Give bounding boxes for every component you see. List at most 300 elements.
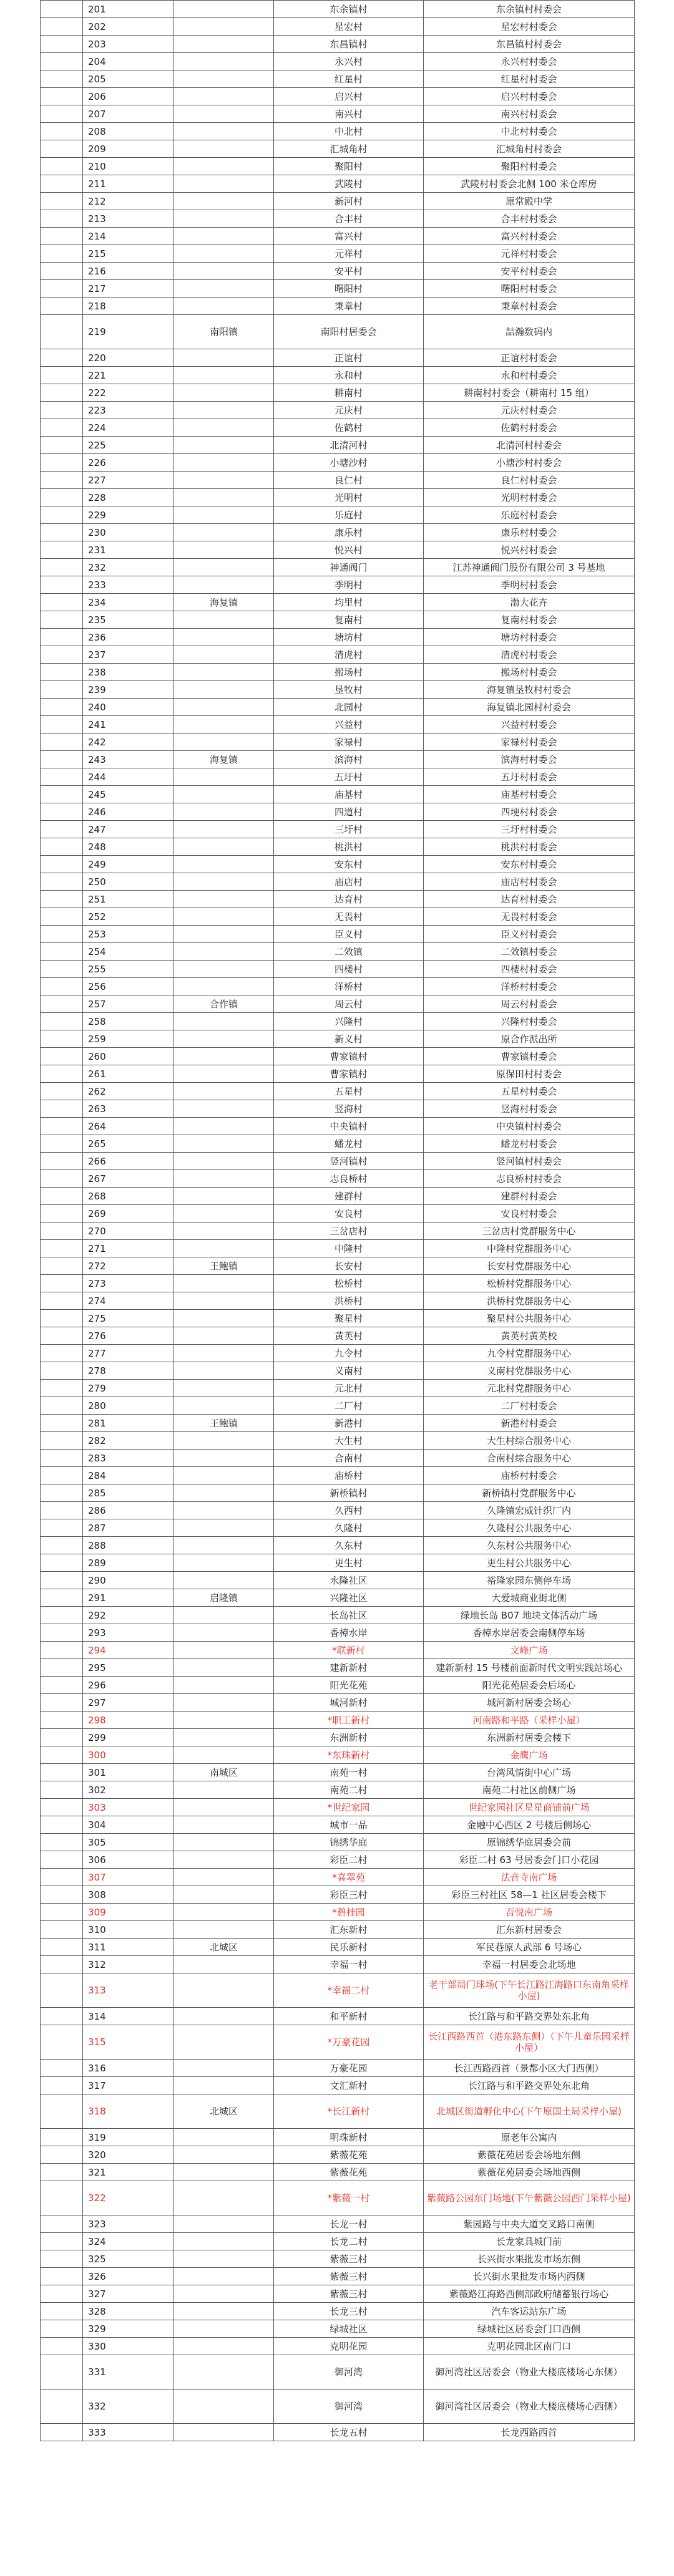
row-number: 320: [83, 2146, 174, 2164]
site-name: 滨海村: [274, 751, 424, 768]
sampling-location: 庙基村村委会: [424, 786, 635, 803]
row-number: 242: [83, 734, 174, 751]
row-number: 317: [83, 2077, 174, 2094]
table-body: [41, 1, 635, 2441]
blank-cell: [41, 1851, 83, 1869]
blank-cell: [41, 1, 83, 18]
table-row: [41, 1729, 635, 1746]
town-name: [174, 908, 274, 926]
row-number: 314: [83, 2008, 174, 2025]
table-row: [41, 105, 635, 123]
table-row: [41, 367, 635, 384]
sampling-location: 大生村综合服务中心: [424, 1432, 635, 1450]
sampling-location: 老干部局门球场(下午长江路江海路口东南角采样小屋): [424, 1973, 635, 2008]
site-name: 乐庭村: [274, 506, 424, 524]
table-row: [41, 943, 635, 961]
sampling-location: 无畏村村委会: [424, 908, 635, 926]
blank-cell: [41, 2181, 83, 2215]
sampling-location: 兴隆村村委会: [424, 1013, 635, 1030]
town-name: [174, 1292, 274, 1310]
row-number: 267: [83, 1170, 174, 1188]
table-row: [41, 1257, 635, 1275]
site-name: 南兴村: [274, 105, 424, 123]
row-number: 215: [83, 245, 174, 263]
town-name: [174, 1432, 274, 1450]
blank-cell: [41, 1484, 83, 1502]
sampling-location: 南兴村村委会: [424, 105, 635, 123]
blank-cell: [41, 2146, 83, 2164]
row-number: 232: [83, 559, 174, 576]
sampling-location: 庙桥村村委会: [424, 1467, 635, 1484]
site-name: 元祥村: [274, 245, 424, 263]
table-row: [41, 454, 635, 472]
table-row: [41, 1, 635, 18]
table-row: [41, 803, 635, 821]
row-number: 308: [83, 1886, 174, 1904]
site-name: 曹家镇村: [274, 1065, 424, 1083]
row-number: 288: [83, 1537, 174, 1554]
table-row: [41, 419, 635, 437]
site-name: 庙基村: [274, 786, 424, 803]
row-number: 323: [83, 2215, 174, 2233]
sampling-location: 竖海村村委会: [424, 1100, 635, 1118]
row-number: 218: [83, 298, 174, 315]
town-name: [174, 716, 274, 734]
row-number: 209: [83, 140, 174, 158]
blank-cell: [41, 506, 83, 524]
blank-cell: [41, 2164, 83, 2181]
row-number: 301: [83, 1764, 174, 1781]
table-row: [41, 53, 635, 70]
sampling-location: 紫薇花苑居委会场地西侧: [424, 2164, 635, 2181]
sampling-location: 启兴村村委会: [424, 88, 635, 105]
town-name: [174, 873, 274, 891]
town-name: [174, 1537, 274, 1554]
town-name: [174, 349, 274, 367]
sampling-location: 星宏村村委会: [424, 18, 635, 36]
blank-cell: [41, 349, 83, 367]
row-number: 208: [83, 123, 174, 140]
row-number: 275: [83, 1310, 174, 1327]
row-number: 296: [83, 1677, 174, 1694]
sampling-location: 绿城社区居委会门口西侧: [424, 2320, 635, 2338]
town-name: [174, 646, 274, 664]
row-number: 280: [83, 1397, 174, 1415]
site-name: 曙阳村: [274, 280, 424, 298]
row-number: 285: [83, 1484, 174, 1502]
row-number: 283: [83, 1450, 174, 1467]
table-row: [41, 2338, 635, 2355]
row-number: 304: [83, 1816, 174, 1834]
row-number: 302: [83, 1781, 174, 1799]
sampling-location: 紫薇花苑居委会场地东侧: [424, 2146, 635, 2164]
site-name: 良仁村: [274, 472, 424, 489]
sampling-location: 彩臣三村社区 58—1 社区居委会楼下: [424, 1886, 635, 1904]
row-number: 234: [83, 594, 174, 611]
row-number: 262: [83, 1083, 174, 1100]
blank-cell: [41, 1100, 83, 1118]
site-name: *职工新村: [274, 1712, 424, 1729]
site-name: 秉章村: [274, 298, 424, 315]
sampling-location: 建新新村 15 号楼前面新时代文明实践站场心: [424, 1659, 635, 1677]
row-number: 254: [83, 943, 174, 961]
sampling-location: 新港村村委会: [424, 1415, 635, 1432]
blank-cell: [41, 1257, 83, 1275]
row-number: 291: [83, 1589, 174, 1607]
blank-cell: [41, 1135, 83, 1153]
sampling-location: 洪桥村党群服务中心: [424, 1292, 635, 1310]
site-name: 复南村: [274, 611, 424, 629]
town-name: [174, 36, 274, 53]
site-name: 臣义村: [274, 926, 424, 943]
town-name: [174, 2250, 274, 2268]
town-name: [174, 1223, 274, 1240]
town-name: [174, 1886, 274, 1904]
table-row: [41, 506, 635, 524]
town-name: [174, 1153, 274, 1170]
town-name: [174, 1729, 274, 1746]
sampling-location: 清虎村村委会: [424, 646, 635, 664]
sampling-location: 富兴村村委会: [424, 228, 635, 245]
blank-cell: [41, 228, 83, 245]
row-number: 223: [83, 402, 174, 419]
site-name: 新港村: [274, 1415, 424, 1432]
table-row: [41, 1851, 635, 1869]
site-name: 黄英村: [274, 1327, 424, 1345]
blank-cell: [41, 1624, 83, 1642]
town-name: [174, 1869, 274, 1886]
table-row: [41, 768, 635, 786]
site-name: 民乐新村: [274, 1939, 424, 1956]
table-row: [41, 2355, 635, 2390]
sampling-location: 永和村村委会: [424, 367, 635, 384]
row-number: 222: [83, 384, 174, 402]
sampling-sites-table: [40, 0, 635, 2441]
site-name: 佐鹤村: [274, 419, 424, 437]
sampling-location: 中北村村委会: [424, 123, 635, 140]
site-name: 新桥镇村: [274, 1484, 424, 1502]
sampling-location: 松桥村党群服务中心: [424, 1275, 635, 1292]
town-name: [174, 489, 274, 506]
blank-cell: [41, 1816, 83, 1834]
table-row: [41, 664, 635, 681]
site-name: 紫薇三村: [274, 2250, 424, 2268]
table-row: [41, 1030, 635, 1048]
table-row: [41, 1746, 635, 1764]
row-number: 229: [83, 506, 174, 524]
town-name: [174, 2233, 274, 2250]
table-row: [41, 2094, 635, 2129]
town-name: [174, 2164, 274, 2181]
blank-cell: [41, 2025, 83, 2060]
town-name: [174, 611, 274, 629]
blank-cell: [41, 2060, 83, 2077]
table-row: [41, 2285, 635, 2303]
sampling-location: 东余镇村村委会: [424, 1, 635, 18]
blank-cell: [41, 961, 83, 978]
town-name: [174, 856, 274, 873]
row-number: 202: [83, 18, 174, 36]
site-name: 永隆社区: [274, 1572, 424, 1589]
row-number: 271: [83, 1240, 174, 1257]
blank-cell: [41, 2355, 83, 2390]
site-name: 东余镇村: [274, 1, 424, 18]
row-number: 221: [83, 367, 174, 384]
row-number: 224: [83, 419, 174, 437]
blank-cell: [41, 1904, 83, 1921]
town-name: [174, 1345, 274, 1362]
sampling-location: 海复镇北园村村委会: [424, 699, 635, 716]
sampling-location: 四楼村村委会: [424, 961, 635, 978]
town-name: [174, 402, 274, 419]
site-name: 合南村: [274, 1450, 424, 1467]
sampling-location: 东昌镇村村委会: [424, 36, 635, 53]
sampling-location: 原合作派出所: [424, 1030, 635, 1048]
town-name: [174, 70, 274, 88]
sampling-location: 五圩村村委会: [424, 768, 635, 786]
sampling-location: 长江西路西首（景都小区大门西侧）: [424, 2060, 635, 2077]
blank-cell: [41, 472, 83, 489]
blank-cell: [41, 193, 83, 210]
blank-cell: [41, 646, 83, 664]
town-name: [174, 2077, 274, 2094]
site-name: 文汇新村: [274, 2077, 424, 2094]
site-name: 光明村: [274, 489, 424, 506]
town-name: [174, 2424, 274, 2441]
site-name: 明珠新村: [274, 2129, 424, 2146]
sampling-location: 合南村综合服务中心: [424, 1450, 635, 1467]
site-name: *万豪花园: [274, 2025, 424, 2060]
blank-cell: [41, 123, 83, 140]
sampling-location: 二效镇村委会: [424, 943, 635, 961]
site-name: 清虎村: [274, 646, 424, 664]
town-name: [174, 88, 274, 105]
town-name: [174, 2285, 274, 2303]
row-number: 259: [83, 1030, 174, 1048]
site-name: 城河新村: [274, 1694, 424, 1712]
site-name: 御河湾: [274, 2390, 424, 2424]
town-name: 海复镇: [174, 594, 274, 611]
table-row: [41, 1921, 635, 1939]
site-name: 长安村: [274, 1257, 424, 1275]
table-row: [41, 1048, 635, 1065]
blank-cell: [41, 1502, 83, 1519]
town-name: [174, 105, 274, 123]
row-number: 289: [83, 1554, 174, 1572]
table-row: [41, 123, 635, 140]
row-number: 313: [83, 1973, 174, 2008]
sampling-location: 绿地长岛 B07 地块文体活动广场: [424, 1607, 635, 1624]
blank-cell: [41, 1205, 83, 1223]
town-name: [174, 454, 274, 472]
table-row: [41, 1554, 635, 1572]
site-name: 锦绣华庭: [274, 1834, 424, 1851]
table-row: [41, 245, 635, 263]
table-row: [41, 1170, 635, 1188]
sampling-location: 康乐村村委会: [424, 524, 635, 541]
table-row: [41, 2320, 635, 2338]
sampling-location: 长安村党群服务中心: [424, 1257, 635, 1275]
table-row: [41, 1502, 635, 1519]
row-number: 257: [83, 995, 174, 1013]
town-name: [174, 18, 274, 36]
sampling-location: 中隆村党群服务中心: [424, 1240, 635, 1257]
site-name: 神通阀门: [274, 559, 424, 576]
table-row: [41, 856, 635, 873]
blank-cell: [41, 280, 83, 298]
town-name: [174, 1118, 274, 1135]
row-number: 330: [83, 2338, 174, 2355]
blank-cell: [41, 210, 83, 228]
sampling-location: 河南路和平路（采样小屋）: [424, 1712, 635, 1729]
site-name: 南苑一村: [274, 1764, 424, 1781]
sampling-location: 紫薇路江海路西侧部政府储蓄银行场心: [424, 2285, 635, 2303]
table-row: [41, 2077, 635, 2094]
table-row: [41, 1327, 635, 1345]
blank-cell: [41, 786, 83, 803]
sampling-location: 聚星村公共服务中心: [424, 1310, 635, 1327]
table-row: [41, 2025, 635, 2060]
sampling-location: 滨海村村委会: [424, 751, 635, 768]
blank-cell: [41, 524, 83, 541]
site-name: 季明村: [274, 576, 424, 594]
row-number: 294: [83, 1642, 174, 1659]
site-name: 克明花园: [274, 2338, 424, 2355]
sampling-location: 小塘沙村村委会: [424, 454, 635, 472]
table-row: [41, 681, 635, 699]
table-row: [41, 1432, 635, 1450]
sampling-location: 家禄村村委会: [424, 734, 635, 751]
row-number: 220: [83, 349, 174, 367]
blank-cell: [41, 594, 83, 611]
town-name: [174, 1816, 274, 1834]
sampling-location: 良仁村村委会: [424, 472, 635, 489]
sampling-location: 永兴村村委会: [424, 53, 635, 70]
town-name: [174, 1973, 274, 2008]
town-name: [174, 699, 274, 716]
table-row: [41, 1467, 635, 1484]
table-row: [41, 1956, 635, 1973]
sampling-location: 汇东新村居委会: [424, 1921, 635, 1939]
table-row: [41, 1083, 635, 1100]
town-name: [174, 1921, 274, 1939]
blank-cell: [41, 2233, 83, 2250]
sampling-location: 原保田村村委会: [424, 1065, 635, 1083]
site-name: 兴隆村: [274, 1013, 424, 1030]
table-row: [41, 1799, 635, 1816]
site-name: 垦牧村: [274, 681, 424, 699]
sampling-location: 香樟水岸居委会南侧停车场: [424, 1624, 635, 1642]
site-name: 启兴村: [274, 88, 424, 105]
town-name: 王鲍镇: [174, 1257, 274, 1275]
table-row: [41, 18, 635, 36]
row-number: 260: [83, 1048, 174, 1065]
sampling-location: 克明花园北区南门口: [424, 2338, 635, 2355]
blank-cell: [41, 1362, 83, 1380]
site-name: 幸福一村: [274, 1956, 424, 1973]
town-name: [174, 1677, 274, 1694]
town-name: [174, 2390, 274, 2424]
table-row: [41, 786, 635, 803]
sampling-location: 长龙西路西首: [424, 2424, 635, 2441]
table-row: [41, 280, 635, 298]
site-name: 长岛社区: [274, 1607, 424, 1624]
row-number: 326: [83, 2268, 174, 2285]
table-row: [41, 873, 635, 891]
row-number: 261: [83, 1065, 174, 1083]
table-row: [41, 611, 635, 629]
blank-cell: [41, 245, 83, 263]
blank-cell: [41, 105, 83, 123]
row-number: 246: [83, 803, 174, 821]
table-row: [41, 821, 635, 838]
sampling-location: 原老年公寓内: [424, 2129, 635, 2146]
table-row: [41, 210, 635, 228]
sampling-location: 世纪家园社区星星商铺前广场: [424, 1799, 635, 1816]
row-number: 284: [83, 1467, 174, 1484]
town-name: [174, 210, 274, 228]
sampling-location: 长江路与和平路交界处东北角: [424, 2077, 635, 2094]
town-name: [174, 821, 274, 838]
town-name: [174, 1100, 274, 1118]
site-name: 正谊村: [274, 349, 424, 367]
sampling-location: 三圩村村委会: [424, 821, 635, 838]
site-name: 洪桥村: [274, 1292, 424, 1310]
blank-cell: [41, 2285, 83, 2303]
sampling-location: 周云村村委会: [424, 995, 635, 1013]
table-row: [41, 1677, 635, 1694]
site-name: *碧桂园: [274, 1904, 424, 1921]
town-name: [174, 298, 274, 315]
sampling-location: 兴益村村委会: [424, 716, 635, 734]
sampling-location: 北城区街道孵化中心(下午原国土局采样小屋): [424, 2094, 635, 2129]
table-row: [41, 2146, 635, 2164]
sampling-location: 金鹰广场: [424, 1746, 635, 1764]
row-number: 214: [83, 228, 174, 245]
blank-cell: [41, 2390, 83, 2424]
site-name: 庙桥村: [274, 1467, 424, 1484]
site-name: 久西村: [274, 1502, 424, 1519]
site-name: 星宏村: [274, 18, 424, 36]
table-row: [41, 1100, 635, 1118]
table-row: [41, 1939, 635, 1956]
table-row: [41, 140, 635, 158]
site-name: 四楼村: [274, 961, 424, 978]
blank-cell: [41, 1188, 83, 1205]
table-row: [41, 1624, 635, 1642]
town-name: [174, 1956, 274, 1973]
sampling-location: 悦兴村村委会: [424, 541, 635, 559]
row-number: 322: [83, 2181, 174, 2215]
blank-cell: [41, 384, 83, 402]
table-row: [41, 1397, 635, 1415]
row-number: 268: [83, 1188, 174, 1205]
table-row: [41, 1764, 635, 1781]
sampling-location: 季明村村委会: [424, 576, 635, 594]
town-name: [174, 367, 274, 384]
table-row: [41, 629, 635, 646]
table-row: [41, 384, 635, 402]
site-name: 紫薇花苑: [274, 2164, 424, 2181]
sampling-location: 御河湾社区居委会（物业大楼底楼场心西侧）: [424, 2390, 635, 2424]
town-name: [174, 1781, 274, 1799]
sampling-location: 彩臣二村 63 号居委会门口小花园: [424, 1851, 635, 1869]
table-row: [41, 1310, 635, 1327]
site-name: 蟠龙村: [274, 1135, 424, 1153]
town-name: 南阳镇: [174, 315, 274, 349]
row-number: 213: [83, 210, 174, 228]
row-number: 328: [83, 2303, 174, 2320]
